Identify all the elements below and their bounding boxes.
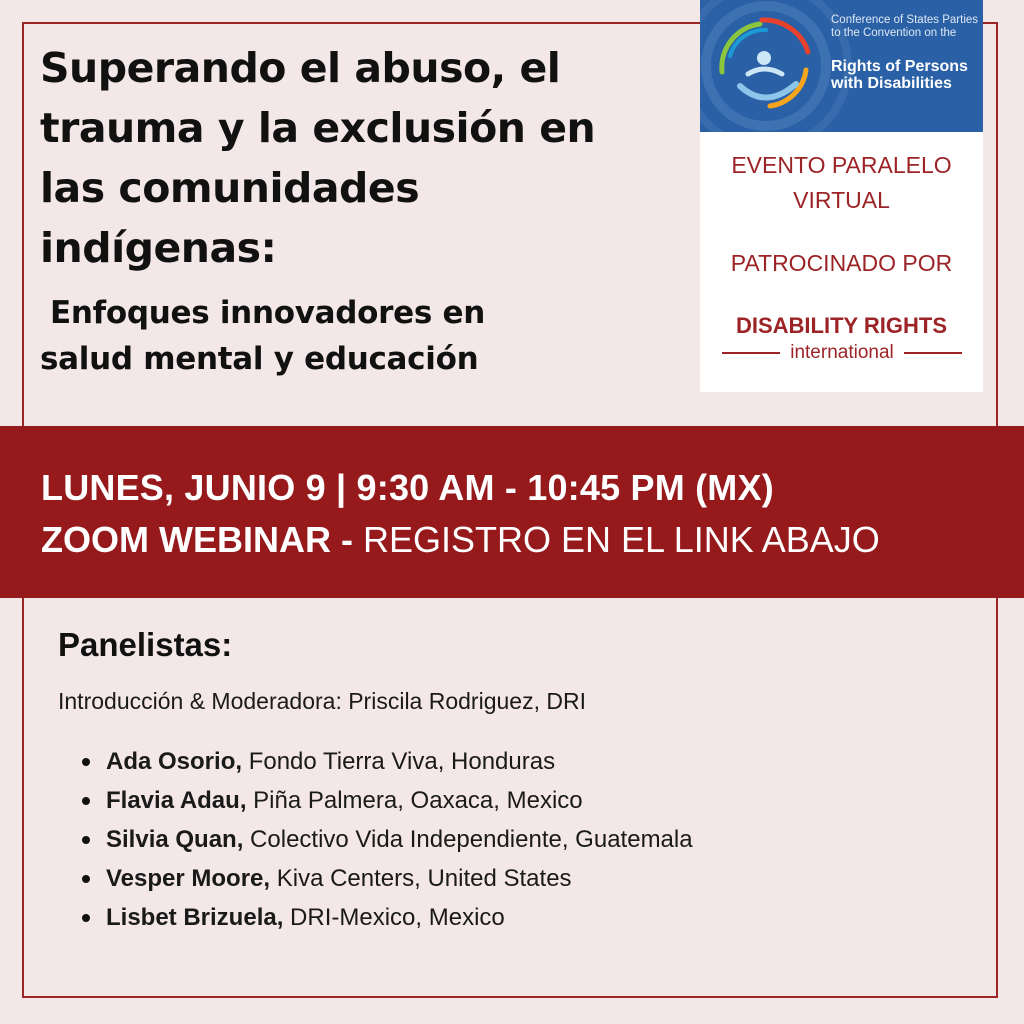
- dri-logo-rule-left: [722, 352, 780, 354]
- event-type-label: EVENTO PARALELO VIRTUAL: [731, 152, 952, 213]
- panelist-item: [80, 898, 980, 937]
- zoom-webinar-label: ZOOM WEBINAR -: [41, 519, 353, 560]
- crpd-logo-big-text: Rights of Persons with Disabilities: [831, 58, 968, 92]
- panelist-affiliation: Colectivo Vida Independiente, Guatemala: [243, 826, 693, 853]
- panelist-affiliation: Kiva Centers, United States: [270, 865, 572, 892]
- panelist-name: Lisbet Brizuela,: [106, 904, 284, 931]
- moderator-line: Introducción & Moderadora: Priscila Rodriguez, DRI: [58, 688, 586, 714]
- subtitle-line-1: Enfoques innovadores en: [50, 295, 485, 331]
- panelist-item: [80, 820, 980, 859]
- sponsor-card: [700, 0, 983, 392]
- event-registration-line: [41, 518, 880, 562]
- panelist-name: Silvia Quan,: [106, 826, 244, 853]
- panelist-affiliation: Fondo Tierra Viva, Honduras: [242, 748, 556, 775]
- dri-logo-rule-right: [904, 352, 962, 354]
- dri-logo-sub: [722, 340, 962, 366]
- panelist-item: [80, 742, 980, 781]
- sponsored-by-label: PATROCINADO POR: [730, 250, 953, 276]
- event-info-banner: [0, 426, 1024, 598]
- panelist-name: Ada Osorio,: [106, 748, 243, 775]
- dri-logo-sub-text: international: [790, 342, 894, 363]
- subtitle-line-2: salud mental y educación: [40, 341, 479, 377]
- event-subtitle: [40, 290, 640, 382]
- panelist-item: [80, 781, 980, 820]
- panelist-affiliation: Piña Palmera, Oaxaca, Mexico: [246, 787, 583, 814]
- crpd-logo: [700, 0, 983, 132]
- event-date-time: LUNES, JUNIO 9 | 9:30 AM - 10:45 PM (MX): [41, 467, 774, 508]
- dri-logo-name: DISABILITY RIGHTS: [735, 313, 948, 338]
- panelist-name: Vesper Moore,: [106, 865, 271, 892]
- panelist-name: Flavia Adau,: [106, 787, 247, 814]
- registration-note: REGISTRO EN EL LINK ABAJO: [352, 519, 880, 560]
- crpd-logo-small-text: Conference of States Parties to the Convention on the: [831, 14, 979, 39]
- panelist-affiliation: DRI-Mexico, Mexico: [283, 904, 505, 931]
- event-title: Superando el abuso, el trauma y la exclusión en las comunidades indígenas:: [40, 44, 596, 272]
- panelist-item: [80, 859, 980, 898]
- panelists-heading: Panelistas:: [58, 626, 233, 663]
- panelist-list: [80, 742, 980, 937]
